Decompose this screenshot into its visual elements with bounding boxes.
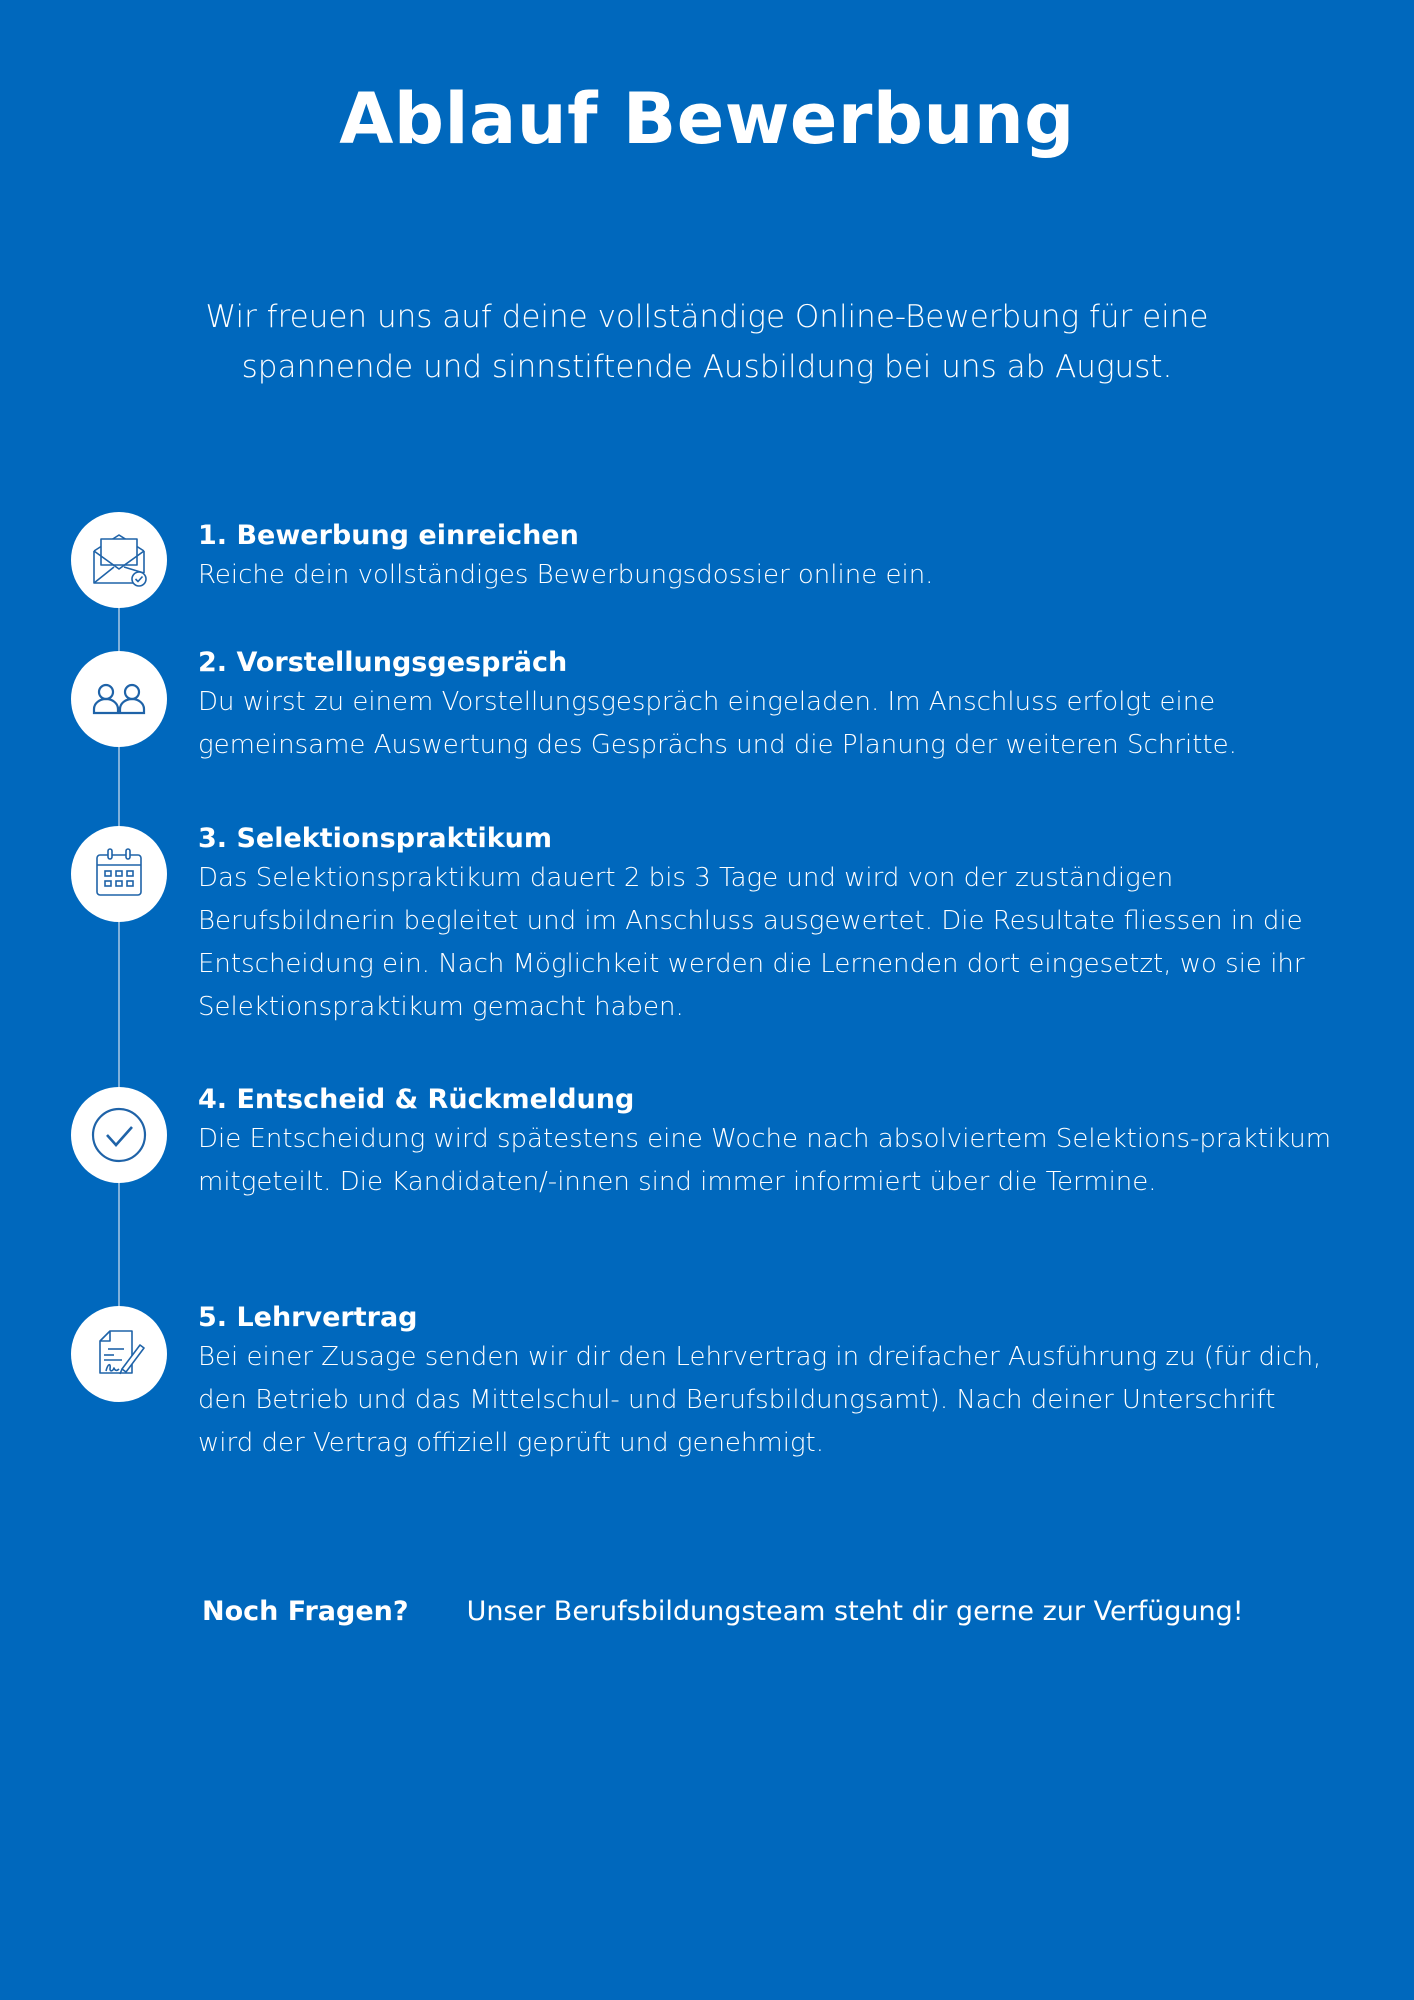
calendar-icon [88, 843, 150, 905]
step-body: Du wirst zu einem Vorstellungsgespräch eingeladen. Im Anschluss erfolgt eine gemeinsame Auswertung des Gesprächs und die Planung der weiteren Schritte. [198, 687, 1237, 760]
footer-question: Noch Fragen? [202, 1596, 409, 1627]
step-5-icon-circle [71, 1306, 167, 1402]
page-title: Ablauf Bewerbung [339, 78, 1075, 160]
step-body: Das Selektionspraktikum dauert 2 bis 3 Tage und wird von der zuständigen Berufsbildnerin begleitet und im Anschluss ausgewertet. Die Resultate fliessen in die Entscheidung ein. Nach Möglichkeit werden die Lernenden dort eingesetzt, wo sie ihr Selektionspraktikum gemacht haben. [198, 863, 1305, 1022]
step-body: Bei einer Zusage senden wir dir den Lehrvertrag in dreifacher Ausführung zu (für dich, den Betrieb und das Mittelschul- und Berufsbildungsamt). Nach deiner Unterschrift wird der Vertrag offiziell geprüft und genehmigt. [198, 1342, 1322, 1458]
step-5 [198, 1300, 1338, 1465]
step-body: Die Entscheidung wird spätestens eine Woche nach absolviertem Selektions-praktikum mitgeteilt. Die Kandidaten/-innen sind immer informiert über die Termine. [198, 1124, 1332, 1197]
step-2-icon-circle [71, 651, 167, 747]
step-1 [198, 518, 1338, 597]
step-title: 2. Vorstellungsgespräch [198, 647, 568, 678]
step-title: 1. Bewerbung einreichen [198, 520, 579, 551]
contract-signature-icon [88, 1323, 150, 1385]
footer-answer: Unser Berufsbildungsteam steht dir gerne zur Verfügung! [466, 1596, 1244, 1627]
step-title: 3. Selektionspraktikum [198, 823, 553, 854]
step-4-icon-circle [71, 1087, 167, 1183]
contact-footer [202, 1596, 1244, 1627]
people-icon [88, 668, 150, 730]
step-4 [198, 1082, 1338, 1204]
step-title: 5. Lehrvertrag [198, 1302, 418, 1333]
step-title: 4. Entscheid & Rückmeldung [198, 1084, 635, 1115]
intro-text: Wir freuen uns auf deine vollständige Online-Bewerbung für eine spannende und sinnstiftende Ausbildung bei uns ab August. [205, 299, 1209, 385]
envelope-check-icon [88, 529, 150, 591]
step-2 [198, 645, 1338, 767]
check-circle-icon [88, 1104, 150, 1166]
step-3-icon-circle [71, 826, 167, 922]
step-1-icon-circle [71, 512, 167, 608]
step-3 [198, 821, 1338, 1029]
step-body: Reiche dein vollständiges Bewerbungsdossier online ein. [198, 560, 934, 590]
